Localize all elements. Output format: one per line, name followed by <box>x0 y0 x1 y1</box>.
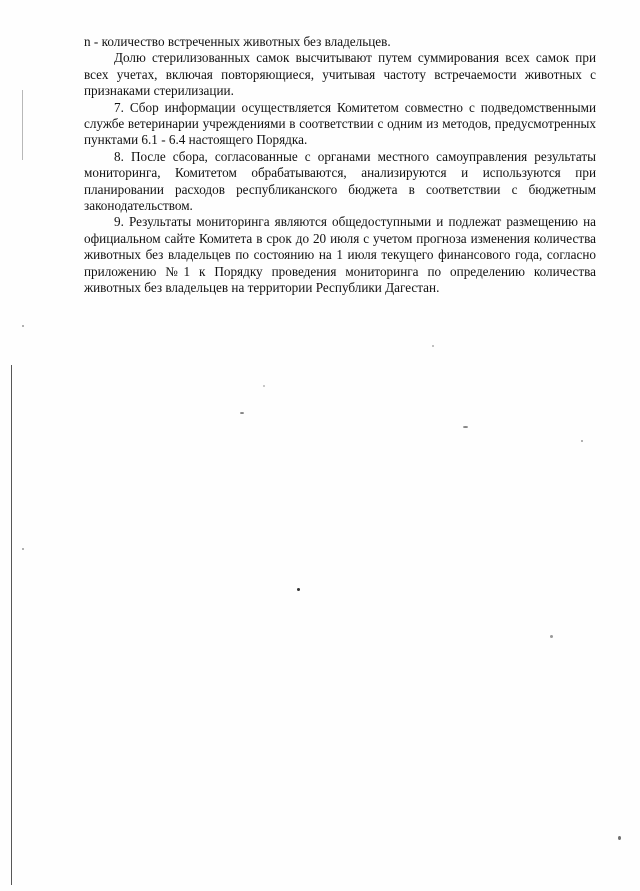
document-body <box>84 34 596 297</box>
scan-edge-line-faint <box>22 90 23 160</box>
scan-speck <box>581 440 583 442</box>
paragraph-item-8: 8. После сбора, согласованные с органами местного самоуправления результаты мониторинга, Комитетом обрабатываются, анализируются и используются при планировании расходов республиканского бюджета в соответствии с бюджетным законодательством. <box>84 148 596 214</box>
scan-speck <box>550 635 553 638</box>
scan-speck <box>463 426 468 428</box>
paragraph-n-definition: n - количество встреченных животных без владельцев. <box>84 34 391 49</box>
scan-edge-line <box>11 365 12 885</box>
scan-speck <box>432 345 434 347</box>
paragraph-item-7: 7. Сбор информации осуществляется Комитетом совместно с подведомственными службе ветеринарии учреждениями в соответствии с одним из методов, предусмотренных пунктами 6.1 - 6.4 настоящего Порядка. <box>84 99 596 148</box>
scan-speck <box>22 325 24 327</box>
paragraph-item-9: 9. Результаты мониторинга являются общедоступными и подлежат размещению на официальном сайте Комитета в срок до 20 июля с учетом прогноза изменения количества животных без владельцев по состоянию на 1 июля текущего финансового года, согласно приложению №1 к Порядку проведения мониторинга по определению количества животных без владельцев на территории Республики Дагестан. <box>84 214 596 296</box>
paragraph-sterilized-share: Долю стерилизованных самок высчитывают путем суммирования всех самок при всех учетах, включая повторяющиеся, учитывая частоту встречаемости животных с признаками стерилизации. <box>84 50 596 99</box>
scan-speck <box>240 412 244 414</box>
scan-speck <box>618 836 621 840</box>
scan-speck <box>297 588 300 591</box>
scan-speck <box>263 385 265 387</box>
scan-speck <box>22 548 24 550</box>
